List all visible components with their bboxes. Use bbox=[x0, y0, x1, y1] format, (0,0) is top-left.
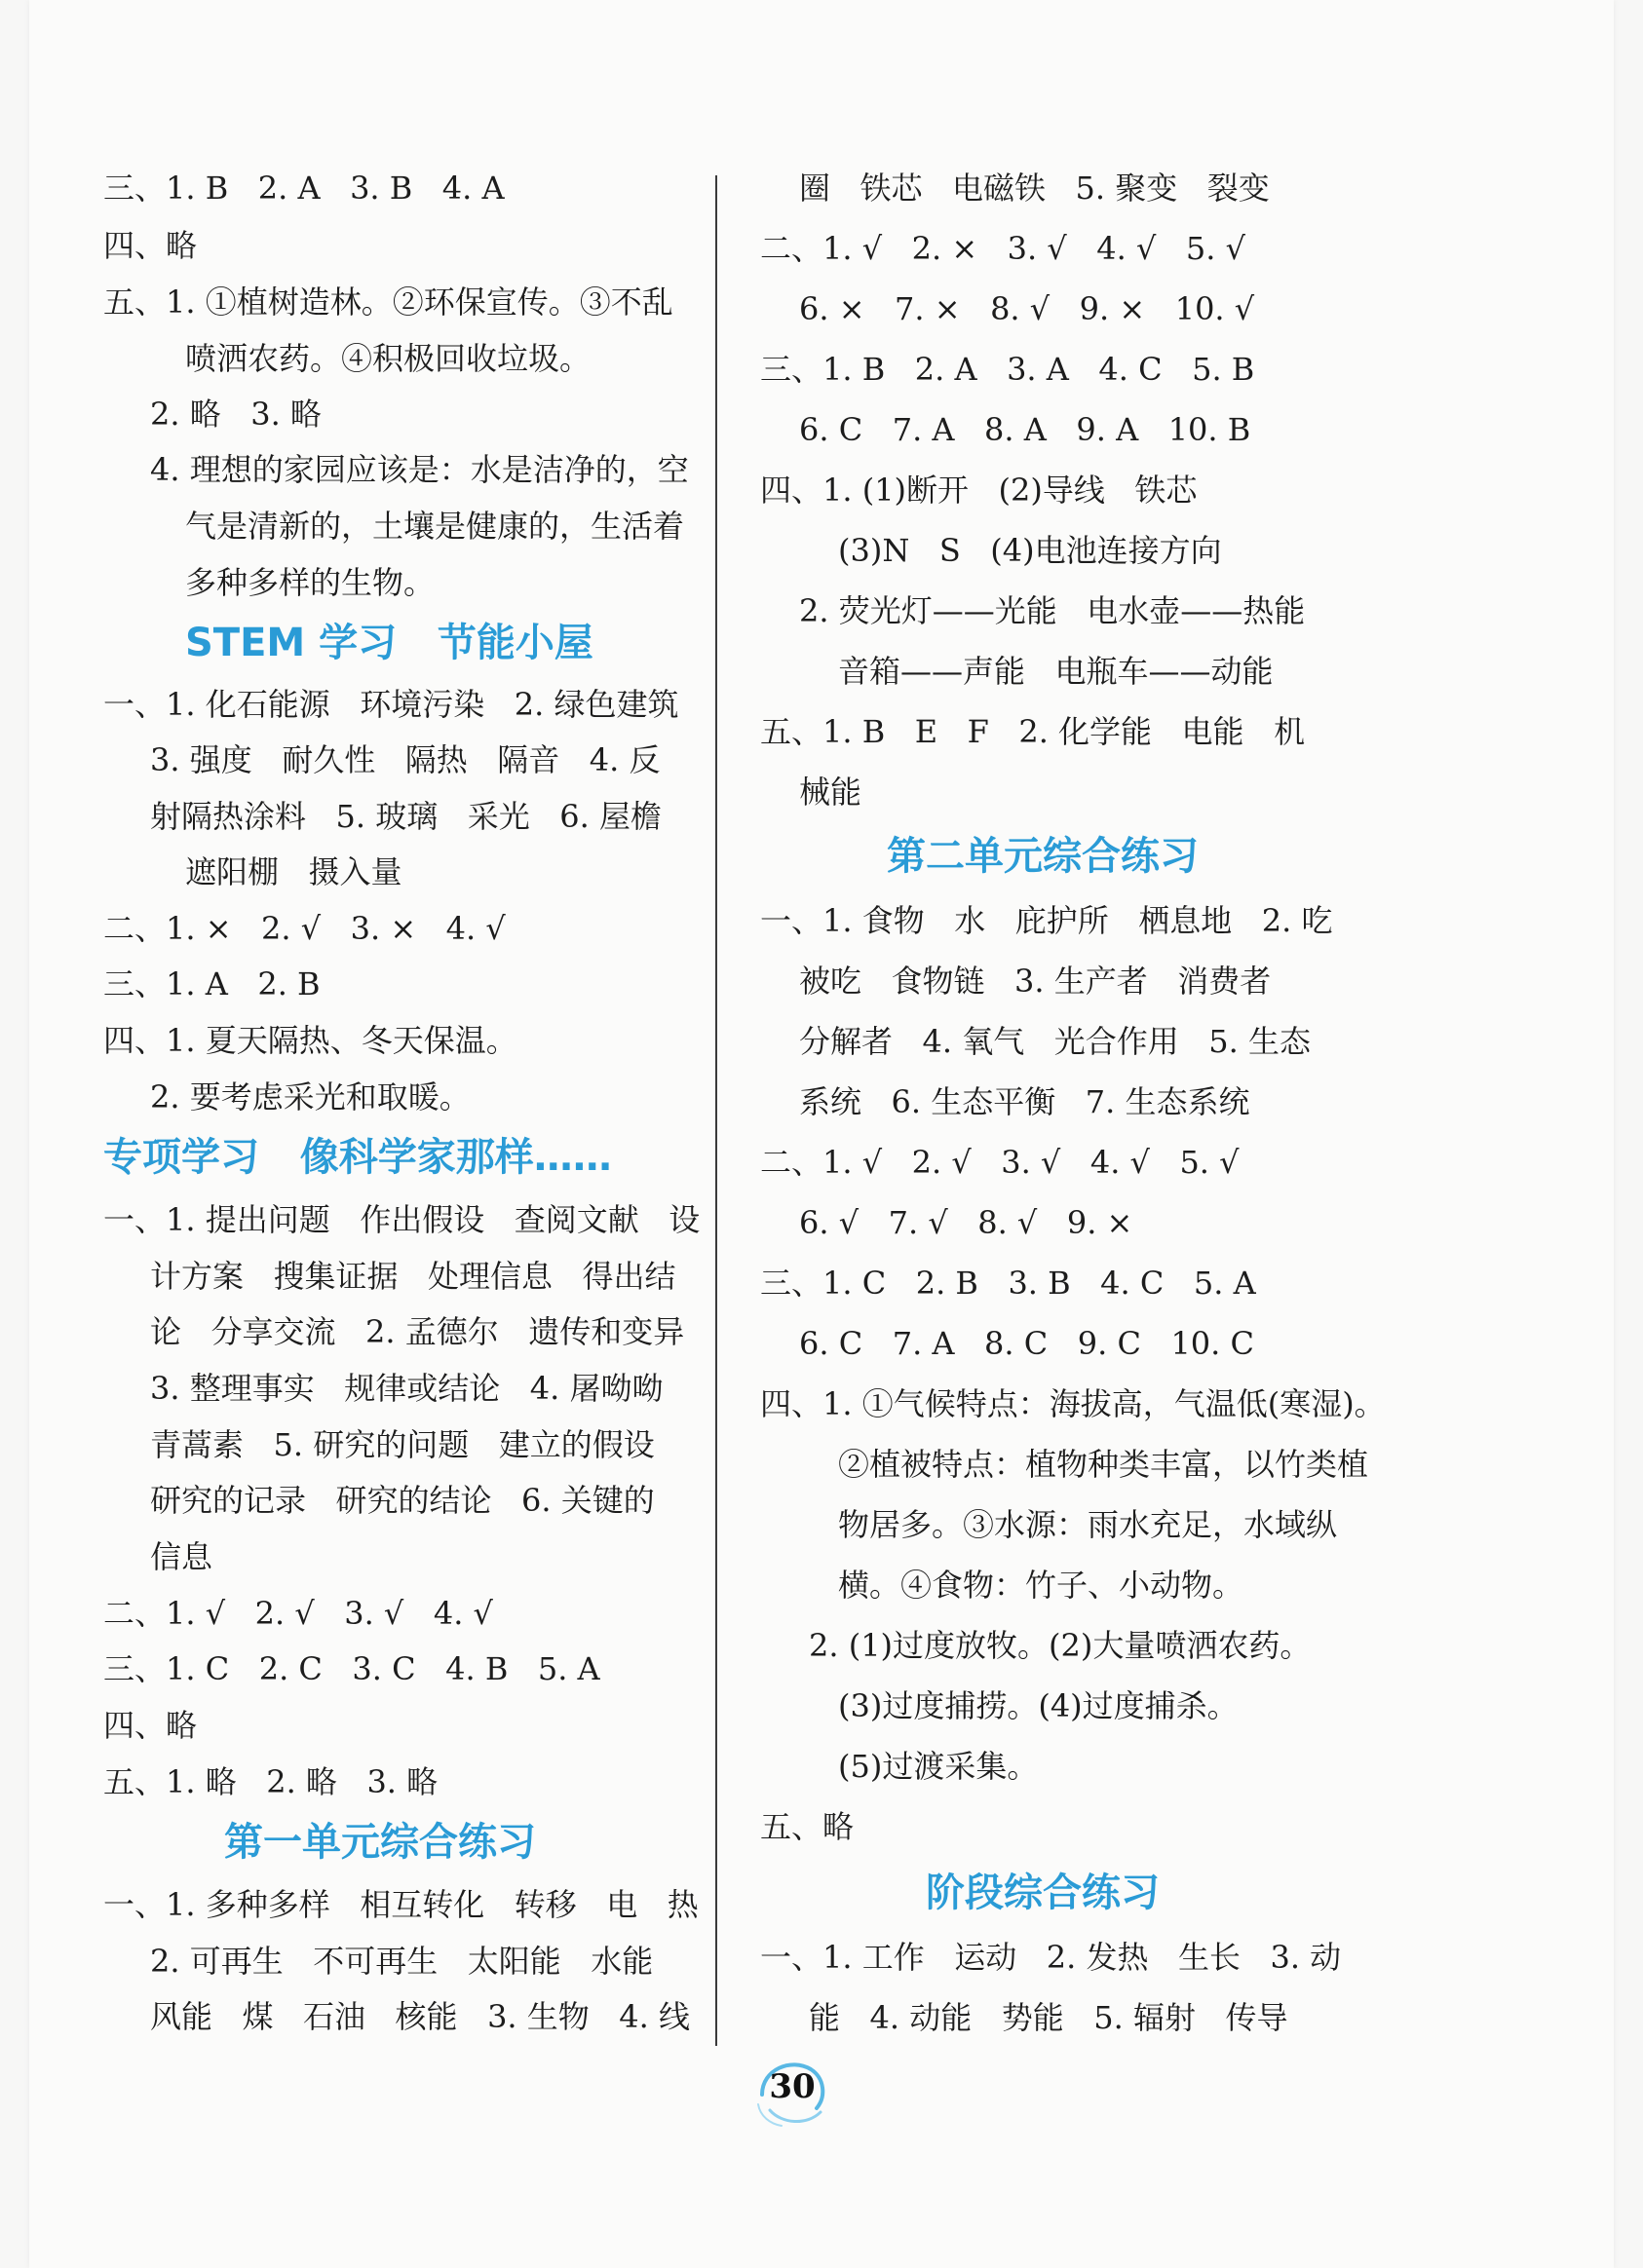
answer-line: 音箱——声能 电瓶车——动能 bbox=[838, 653, 1274, 690]
answer-line: 一、1. 工作 运动 2. 发热 生长 3. 动 bbox=[760, 1939, 1342, 1976]
answer-line: 遮阳棚 摄入量 bbox=[185, 853, 402, 890]
answer-line: 圈 铁芯 电磁铁 5. 聚变 裂变 bbox=[799, 170, 1270, 207]
answer-line: 6. × 7. × 8. √ 9. × 10. √ bbox=[799, 290, 1255, 327]
answer-line: 一、1. 提出问题 作出假设 查阅文献 设 bbox=[103, 1201, 701, 1238]
answer-line: (5)过渡采集。 bbox=[838, 1748, 1039, 1785]
answer-line: 三、1. C 2. C 3. C 4. B 5. A bbox=[103, 1650, 600, 1687]
answer-line: 三、1. C 2. B 3. B 4. C 5. A bbox=[760, 1265, 1256, 1302]
answer-line: (3)过度捕捞。(4)过度捕杀。 bbox=[838, 1687, 1239, 1724]
answer-line: 二、1. √ 2. √ 3. √ 4. √ 5. √ bbox=[760, 1144, 1240, 1181]
answer-page bbox=[29, 0, 1614, 2268]
answer-line: 一、1. 化石能源 环境污染 2. 绿色建筑 bbox=[103, 686, 679, 723]
answer-line: 6. C 7. A 8. C 9. C 10. C bbox=[799, 1325, 1254, 1362]
answer-line: 6. C 7. A 8. A 9. A 10. B bbox=[799, 411, 1251, 448]
answer-line: 能 4. 动能 势能 5. 辐射 传导 bbox=[809, 1999, 1288, 2036]
answer-line: 研究的记录 研究的结论 6. 关键的 bbox=[150, 1482, 655, 1519]
answer-line: 分解者 4. 氧气 光合作用 5. 生态 bbox=[799, 1023, 1311, 1060]
answer-line: 射隔热涂料 5. 玻璃 采光 6. 屋檐 bbox=[150, 798, 662, 835]
answer-line: 风能 煤 石油 核能 3. 生物 4. 线 bbox=[150, 1998, 690, 2035]
answer-line: 计方案 搜集证据 处理信息 得出结 bbox=[150, 1258, 676, 1295]
answer-line: 四、1. 夏天隔热、冬天保温。 bbox=[103, 1022, 517, 1059]
answer-line: 械能 bbox=[799, 774, 862, 811]
answer-line: 五、1. 略 2. 略 3. 略 bbox=[103, 1763, 439, 1800]
answer-line: 四、1. (1)断开 (2)导线 铁芯 bbox=[760, 472, 1198, 509]
answer-line: 2. 荧光灯——光能 电水壶——热能 bbox=[799, 592, 1306, 629]
answer-line: 3. 强度 耐久性 隔热 隔音 4. 反 bbox=[150, 741, 661, 778]
answer-line: 青蒿素 5. 研究的问题 建立的假设 bbox=[150, 1426, 655, 1463]
answer-line: 二、1. √ 2. √ 3. √ 4. √ bbox=[103, 1595, 493, 1632]
answer-line: 2. (1)过度放牧。(2)大量喷洒农药。 bbox=[809, 1627, 1312, 1664]
answer-line: 五、1. ①植树造林。②环保宣传。③不乱 bbox=[103, 284, 673, 321]
answer-line: 6. √ 7. √ 8. √ 9. × bbox=[799, 1204, 1133, 1241]
answer-line: (3)N S (4)电池连接方向 bbox=[838, 532, 1222, 569]
answer-line: 系统 6. 生态平衡 7. 生态系统 bbox=[799, 1083, 1250, 1120]
answer-line: 三、1. B 2. A 3. B 4. A bbox=[103, 170, 505, 207]
answer-line: 多种多样的生物。 bbox=[185, 564, 436, 601]
answer-line: ②植被特点：植物种类丰富，以竹类植 bbox=[838, 1446, 1369, 1483]
answer-line: 五、略 bbox=[760, 1808, 855, 1845]
answer-line: 一、1. 多种多样 相互转化 转移 电 热 bbox=[103, 1886, 699, 1923]
column-divider bbox=[715, 175, 717, 2046]
section-heading: 阶段综合练习 bbox=[926, 1871, 1160, 1915]
answer-line: 信息 bbox=[150, 1538, 213, 1575]
answer-line: 四、略 bbox=[103, 1707, 198, 1744]
answer-line: 二、1. × 2. √ 3. × 4. √ bbox=[103, 910, 506, 947]
section-heading: 第二单元综合练习 bbox=[887, 834, 1199, 879]
answer-line: 2. 略 3. 略 bbox=[150, 396, 322, 433]
section-heading: 专项学习 像科学家那样…… bbox=[103, 1135, 612, 1180]
section-heading: 第一单元综合练习 bbox=[224, 1820, 536, 1865]
answer-line: 2. 要考虑采光和取暖。 bbox=[150, 1078, 471, 1115]
answer-line: 论 分享交流 2. 孟德尔 遗传和变异 bbox=[150, 1313, 685, 1350]
answer-line: 2. 可再生 不可再生 太阳能 水能 bbox=[150, 1943, 654, 1980]
answer-line: 物居多。③水源：雨水充足，水域纵 bbox=[838, 1506, 1338, 1543]
answer-line: 五、1. B E F 2. 化学能 电能 机 bbox=[760, 713, 1306, 750]
answer-line: 四、1. ①气候特点：海拔高，气温低(寒湿)。 bbox=[760, 1385, 1386, 1422]
answer-line: 气是清新的，土壤是健康的，生活着 bbox=[185, 508, 685, 545]
answer-line: 一、1. 食物 水 庇护所 栖息地 2. 吃 bbox=[760, 902, 1333, 939]
answer-line: 横。④食物：竹子、小动物。 bbox=[838, 1567, 1244, 1604]
section-heading: STEM 学习 节能小屋 bbox=[185, 621, 593, 665]
answer-line: 二、1. √ 2. × 3. √ 4. √ 5. √ bbox=[760, 230, 1245, 267]
answer-line: 3. 整理事实 规律或结论 4. 屠呦呦 bbox=[150, 1370, 664, 1407]
answer-line: 喷洒农药。④积极回收垃圾。 bbox=[185, 340, 592, 377]
answer-line: 被吃 食物链 3. 生产者 消费者 bbox=[799, 963, 1272, 1000]
page-number-badge bbox=[748, 2046, 836, 2134]
page-number: 30 bbox=[769, 2067, 816, 2106]
answer-line: 四、略 bbox=[103, 227, 198, 264]
answer-line: 三、1. B 2. A 3. A 4. C 5. B bbox=[760, 351, 1255, 388]
answer-line: 4. 理想的家园应该是：水是洁净的，空 bbox=[150, 451, 689, 488]
answer-line: 三、1. A 2. B bbox=[103, 965, 321, 1002]
